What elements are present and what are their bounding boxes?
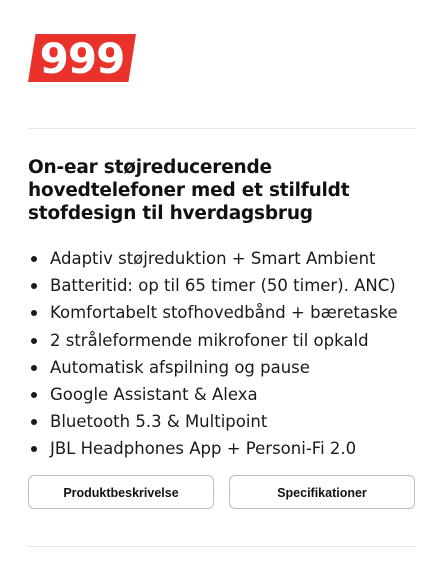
feature-item bbox=[28, 435, 428, 462]
feature-text: Bluetooth 5.3 & Multipoint bbox=[50, 412, 268, 432]
feature-list bbox=[28, 245, 428, 463]
bottom-divider bbox=[28, 546, 416, 547]
feature-item bbox=[28, 272, 428, 299]
feature-item bbox=[28, 245, 428, 272]
feature-text: Adaptiv støjreduktion + Smart Ambient bbox=[50, 249, 376, 268]
product-title: On-ear støjreducerende hovedtelefoner med et stilfuldt stofdesign til hverdagsbrug bbox=[28, 157, 350, 224]
feature-item bbox=[28, 299, 428, 326]
feature-text: Komfortabelt stofhovedbånd + bæretaske bbox=[50, 303, 398, 323]
feature-text: 2 stråleformende mikrofoner til opkald bbox=[50, 330, 369, 350]
price-value: 999 bbox=[39, 34, 125, 83]
bullet-icon bbox=[31, 283, 37, 289]
feature-text: Automatisk afspilning og pause bbox=[50, 357, 310, 377]
feature-text: Batteritid: op til 65 timer (50 timer). ANC) bbox=[50, 276, 396, 296]
top-divider bbox=[28, 128, 416, 129]
bullet-icon bbox=[31, 446, 37, 452]
feature-item bbox=[28, 381, 428, 408]
specifications-button[interactable]: Specifikationer bbox=[229, 475, 415, 509]
price-badge bbox=[28, 34, 136, 82]
bullet-icon bbox=[31, 365, 37, 371]
bullet-icon bbox=[31, 310, 37, 316]
bullet-icon bbox=[31, 256, 37, 262]
feature-item bbox=[28, 408, 428, 435]
bullet-icon bbox=[31, 338, 37, 344]
feature-item bbox=[28, 327, 428, 354]
feature-text: Google Assistant & Alexa bbox=[50, 385, 258, 405]
bullet-icon bbox=[31, 419, 37, 425]
feature-text: JBL Headphones App + Personi-Fi 2.0 bbox=[50, 439, 357, 459]
feature-item bbox=[28, 354, 428, 381]
bullet-icon bbox=[31, 392, 37, 398]
product-description-button[interactable]: Produktbeskrivelse bbox=[28, 475, 214, 509]
